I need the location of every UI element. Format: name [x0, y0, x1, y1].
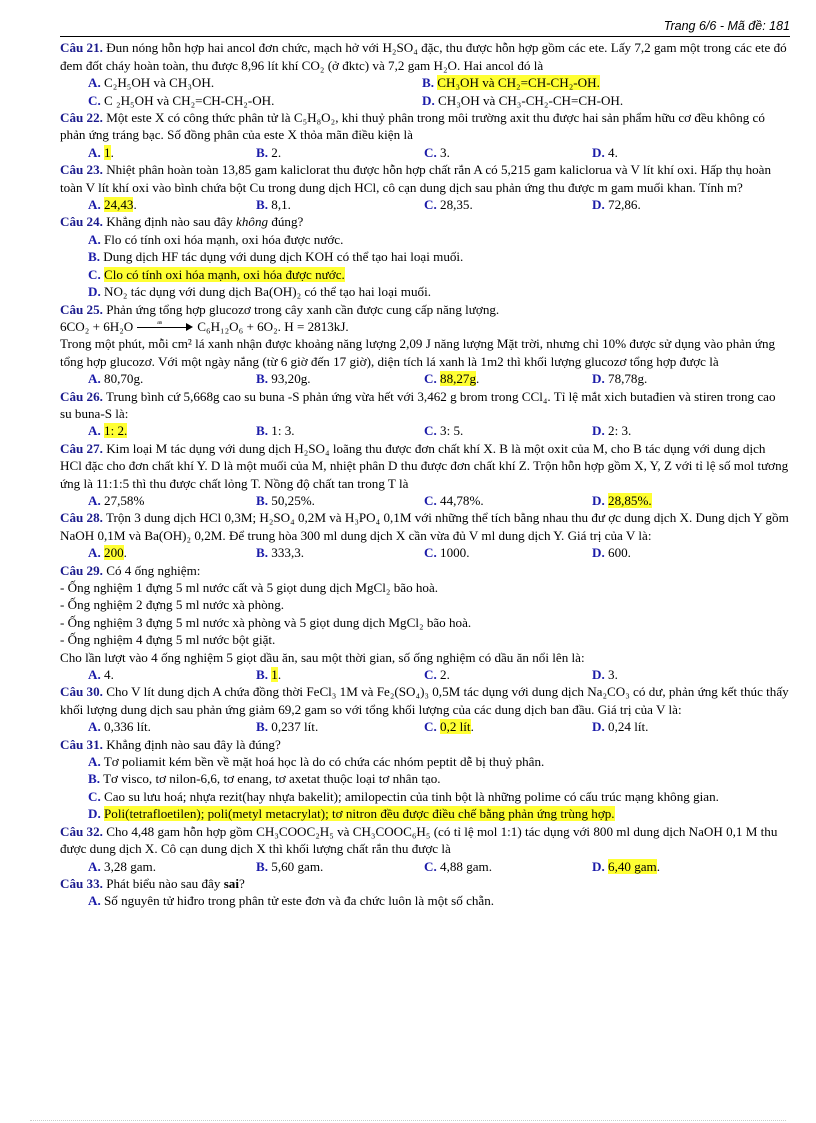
- page-bottom-divider: [30, 1120, 786, 1121]
- option-c: C. 3: 5.: [424, 423, 464, 439]
- option-b: B. CH₃OH và CH₂=CH-CH₂-OH.: [422, 75, 600, 91]
- question-29: [60, 562, 790, 579]
- question-number: Câu 28.: [60, 510, 103, 526]
- option-d: D. 2: 3.: [592, 423, 632, 439]
- question-number: Câu 31.: [60, 736, 103, 752]
- question-text: Có 4 ống nghiệm:: [106, 562, 201, 578]
- list-item: - Ống nghiệm 1 đựng 5 ml nước cất và 5 giọt dung dịch MgCl₂ bão hoà.: [60, 580, 439, 595]
- options-row: [60, 422, 790, 439]
- question-number: Câu 29.: [60, 562, 103, 578]
- option-c: C. 28,35.: [424, 197, 473, 213]
- question-number: Câu 21.: [60, 40, 103, 56]
- option-a: A. 24,43.: [88, 197, 137, 213]
- options-row: [60, 858, 790, 875]
- option-c: C. 88,27g.: [424, 371, 480, 387]
- option-d: D. 6,40 gam.: [592, 858, 661, 874]
- question-33: Câu 33. Phát biểu nào sau đây sai?: [60, 875, 245, 891]
- question-32: [60, 823, 790, 858]
- option-c: C. C ₂H₅OH và CH₂=CH-CH₂-OH.: [88, 92, 275, 108]
- option-b: B. 5,60 gam.: [256, 858, 324, 874]
- question-27: [60, 440, 790, 492]
- answer-highlight: Clo có tính oxi hóa mạnh, oxi hóa được nước.: [104, 266, 345, 282]
- question-text: Phản ứng tổng hợp glucozơ trong cây xanh cần được cung cấp năng lượng.: [106, 301, 500, 317]
- options-row: [60, 544, 790, 561]
- question-text: Kim loại M tác dụng với dung dịch H₂SO₄ loãng thu được đơn chất khí X. B là một oxit của M, cho B tác dụng với dung dịch HCl đặc cho đơn chất khí Y. D là một muối của M, nhiệt phân D thu được đơn chất khí Z. Trộn hỗn hợp gồm X, Y, Z với tỉ lệ số mol tương ứng là 11:1:5 thì thu được chất lỏng T. Nồng độ chất tan trong T là: [60, 440, 789, 491]
- question-text: Khẳng định nào sau đây là đúng?: [106, 736, 281, 752]
- option-a: A. Tơ poliamit kém bền về mặt hoá học là do có chứa các nhóm peptit dễ bị thuỷ phân.: [88, 754, 545, 770]
- reaction-equation: 6CO₂ + 6H₂O as C₆H₁₂O₆ + 6O₂. H = 2813kJ.: [60, 318, 349, 334]
- question-number: Câu 25.: [60, 301, 103, 317]
- option-b: B. Tơ visco, tơ nilon-6,6, tơ enang, tơ axetat thuộc loại tơ nhân tạo.: [88, 771, 441, 787]
- question-text: Nhiệt phân hoàn toàn 13,85 gam kaliclorat thu được hỗn hợp chất rắn A có 5,215 gam kaliclorua và V lít khí oxi. Hấp thụ hoàn toàn V lít khí oxi vào bình chứa bột Cu trong dung dịch HCl, cô cạn dung dịch sau phản ứng thu được m gam muối khan. Tính m?: [60, 162, 772, 195]
- answer-highlight: 1: [104, 144, 111, 160]
- question-26: [60, 388, 790, 423]
- question-number: Câu 32.: [60, 823, 103, 839]
- question-number: Câu 26.: [60, 388, 103, 404]
- option-d: D. CH₃OH và CH₃-CH₂-CH=CH-OH.: [422, 92, 624, 108]
- answer-highlight: 6,40 gam: [608, 858, 657, 874]
- option-d: D. 78,78g.: [592, 371, 648, 387]
- option-d: D. 28,85%.: [592, 492, 652, 508]
- question-number: Câu 23.: [60, 162, 103, 178]
- option-d: D. 3.: [592, 667, 618, 683]
- answer-highlight: 0,2 lít: [440, 719, 471, 735]
- option-c: C. Clo có tính oxi hóa mạnh, oxi hóa được nước.: [88, 266, 345, 282]
- answer-highlight: 24,43: [104, 197, 134, 213]
- option-a: A. Flo có tính oxi hóa mạnh, oxi hóa được nước.: [88, 231, 344, 247]
- question-text: Cho 4,48 gam hỗn hợp gồm CH₃COOC₂H₅ và CH₃COOC₆H₅ (có tỉ lệ mol 1:1) tác dụng với 800 ml dung dịch NaOH 0,1 M thu được dung dịch X. Cô cạn dung dịch X thì khối lượng chất rắn thu được là: [60, 823, 778, 857]
- options-row: [60, 196, 790, 213]
- question-24: Câu 24. Khẳng định nào sau đây không đúng?: [60, 214, 304, 230]
- reaction-arrow-icon: as: [137, 322, 193, 332]
- option-b: B. 1.: [256, 667, 282, 683]
- option-a: A. Số nguyên tử hiđro trong phân tử este đơn và đa chức luôn là một số chẵn.: [88, 893, 495, 909]
- question-text: Trong một phút, mỗi cm² lá xanh nhận được khoảng năng lượng 2,09 J năng lượng Mặt trời, nhưng chỉ 10% được sử dụng vào phản ứng tổng hợp glucozơ. Với một ngày nắng (từ 6 giờ đến 17 giờ), diện tích lá xanh là 1m2 thì khối lượng glucozơ tổng hợp được là: [60, 336, 776, 369]
- option-c: C. 1000.: [424, 545, 470, 561]
- answer-highlight: CH₃OH và CH₂=CH-CH₂-OH.: [437, 75, 600, 91]
- option-d: D. 72,86.: [592, 197, 641, 213]
- list-item: - Ống nghiệm 3 đựng 5 ml nước xà phòng và 5 giọt dung dịch MgCl₂ bão hoà.: [60, 614, 472, 630]
- question-text: Cho V lít dung dịch A chứa đồng thời FeCl₃ 1M và Fe₂(SO₄)₃ 0,5M tác dụng với dung dịch Na₂CO₃ có dư, phản ứng kết thúc thấy khối lượng dung dịch sau phản ứng giảm 69,2 gam so với tổng khối lượng của các dung dịch ban đầu. Giá trị của V là:: [60, 684, 789, 717]
- answer-highlight: 1: 2.: [104, 423, 128, 439]
- options-row: [60, 74, 790, 91]
- option-d: D. 0,24 lít.: [592, 719, 649, 735]
- answer-highlight: 200: [104, 545, 124, 561]
- answer-highlight: Poli(tetrafloetilen); poli(metyl metacrylat); tơ nitron đều được điều chế bằng phản ứng trùng hợp.: [104, 806, 615, 822]
- option-a: A. 200.: [88, 545, 127, 561]
- question-30: [60, 683, 790, 718]
- options-row: [60, 144, 790, 161]
- option-b: B. 50,25%.: [256, 492, 315, 508]
- question-25: [60, 301, 790, 318]
- option-c: C. 4,88 gam.: [424, 858, 493, 874]
- option-b: B. 8,1.: [256, 197, 291, 213]
- question-text: Cho lần lượt vào 4 ống nghiệm 5 giọt dầu ăn, sau một thời gian, số ống nghiệm có dầu ăn nổi lên là:: [60, 649, 585, 665]
- options-row: [60, 492, 790, 509]
- list-item: - Ống nghiệm 4 đựng 5 ml nước bột giặt.: [60, 632, 276, 648]
- option-a: A. 80,70g.: [88, 371, 144, 387]
- question-number: Câu 27.: [60, 440, 103, 456]
- option-a: A. 3,28 gam.: [88, 858, 157, 874]
- question-text: Trung bình cứ 5,668g cao su buna -S phản ứng vừa hết với 3,462 g brom trong CCl₄. Tỉ lệ mắt xich butađien và stiren trong cao su buna-S là:: [60, 388, 776, 421]
- option-b: B. 2.: [256, 144, 282, 160]
- option-d: D. 600.: [592, 545, 631, 561]
- option-d: D. 4.: [592, 144, 618, 160]
- option-a: A. 27,58%: [88, 492, 145, 508]
- option-b: B. 1: 3.: [256, 423, 295, 439]
- question-21: [60, 39, 790, 74]
- question-23: [60, 161, 790, 196]
- answer-highlight: 1: [271, 667, 278, 683]
- option-a: A. 1.: [88, 144, 114, 160]
- page-header: Trang 6/6 - Mã đề: 181: [60, 18, 790, 37]
- question-number: Câu 33.: [60, 875, 103, 891]
- question-22: [60, 109, 790, 144]
- option-c: C. 0,2 lít.: [424, 719, 474, 735]
- option-c: C. 3.: [424, 144, 450, 160]
- question-number: Câu 22.: [60, 110, 103, 126]
- option-a: A. 4.: [88, 667, 114, 683]
- list-item: - Ống nghiệm 2 đựng 5 ml nước xà phòng.: [60, 597, 285, 613]
- question-31: [60, 736, 790, 753]
- options-row: [60, 718, 790, 735]
- answer-highlight: 28,85%.: [608, 492, 652, 508]
- question-number: Câu 30.: [60, 684, 103, 700]
- option-c: C. 2.: [424, 667, 450, 683]
- option-b: B. Dung dịch HF tác dụng với dung dịch KOH có thể tạo hai loại muối.: [88, 249, 464, 265]
- question-text: Trộn 3 dung dịch HCl 0,3M; H₂SO₄ 0,2M và H₃PO₄ 0,1M với những thể tích bằng nhau thu đư ợc dung dịch X. Dung dịch Y gồm NaOH 0,1M và Ba(OH)₂ 0,2M. Để trung hòa 300 ml dung dịch X cần vừa đủ V ml dung dịch Y. Giá trị của V là:: [60, 510, 789, 543]
- option-a: A. 0,336 lít.: [88, 719, 151, 735]
- option-a: A. C₂H₅OH và CH₃OH.: [88, 75, 215, 91]
- question-text: Đun nóng hỗn hợp hai ancol đơn chức, mạch hở với H₂SO₄ đặc, thu được hỗn hợp gồm các ete. Lấy 7,2 gam một trong các ete đó đem đốt cháy hoàn toàn, thu được 8,96 lít khí CO₂ (ở đktc) và 7,2 gam H₂O. Hai ancol đó là: [60, 40, 787, 73]
- option-a: A. 1: 2.: [88, 423, 128, 439]
- option-c: C. Cao su lưu hoá; nhựa rezit(hay nhựa bakelit); amilopectin của tinh bột là những polime có cấu trúc mạng không gian.: [88, 788, 719, 804]
- option-b: B. 93,20g.: [256, 371, 311, 387]
- option-d: D. Poli(tetrafloetilen); poli(metyl metacrylat); tơ nitron đều được điều chế bằng phản ứng trùng hợp.: [88, 806, 615, 822]
- option-b: B. 0,237 lít.: [256, 719, 319, 735]
- option-c: C. 44,78%.: [424, 492, 484, 508]
- options-row: [60, 370, 790, 387]
- option-b: B. 333,3.: [256, 545, 305, 561]
- options-row: [60, 666, 790, 683]
- answer-highlight: 88,27g: [440, 371, 477, 387]
- question-number: Câu 24.: [60, 214, 103, 230]
- question-text: Một este X có công thức phân tử là C₅H₈O₂, khi thuỷ phân trong môi trường axit thu được hai sản phẩm hữu cơ đều không có phản ứng tráng bạc. Số đồng phân của este X thỏa mãn điều kiện là: [60, 110, 765, 143]
- exam-page: [60, 18, 790, 910]
- question-28: [60, 509, 790, 544]
- options-row: [60, 92, 790, 109]
- option-d: D. NO₂ tác dụng với dung dịch Ba(OH)₂ có thể tạo hai loại muối.: [88, 284, 431, 300]
